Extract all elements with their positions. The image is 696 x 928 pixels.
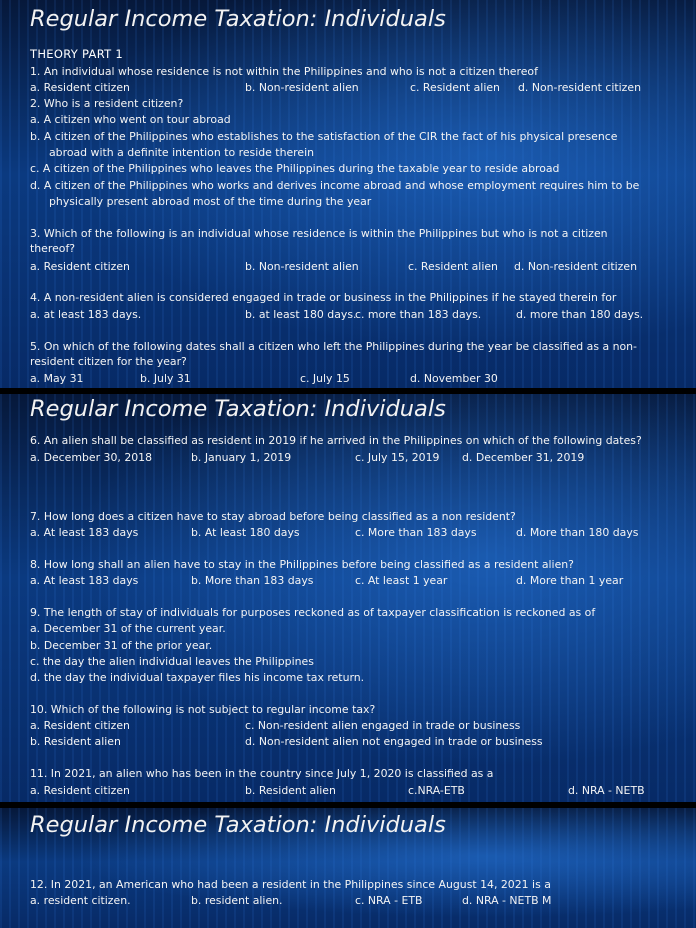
option-a: a. May 31 bbox=[30, 372, 84, 385]
option-b: b. Non-resident alien bbox=[245, 260, 359, 273]
option-c: c. At least 1 year bbox=[355, 574, 448, 587]
option-a: a. resident citizen. bbox=[30, 894, 131, 907]
option-b: b. resident alien. bbox=[191, 894, 283, 907]
option-b: b. More than 183 days bbox=[191, 574, 314, 587]
option-a: a. December 30, 2018 bbox=[30, 451, 153, 464]
slide-panel-1 bbox=[0, 0, 696, 388]
option-a: a. Resident citizen bbox=[30, 81, 130, 94]
option-d: d. December 31, 2019 bbox=[462, 451, 585, 464]
option-b: b. at least 180 days. bbox=[245, 308, 357, 321]
option-b: b. Non-resident alien bbox=[245, 81, 359, 94]
option-c: c. Resident alien bbox=[408, 260, 498, 273]
slide-title: Regular Income Taxation: Individuals bbox=[30, 812, 446, 838]
option-c: c. More than 183 days bbox=[355, 526, 477, 539]
option-b: b. January 1, 2019 bbox=[191, 451, 292, 464]
option-a: a. at least 183 days. bbox=[30, 308, 142, 321]
option-b: b. A citizen of the Philippines who establishes to the satisfaction of the CIR the fact of his physical presence bbox=[30, 130, 618, 143]
option-a: a. A citizen who went on tour abroad bbox=[30, 113, 231, 126]
option-d: d. More than 1 year bbox=[516, 574, 624, 587]
question-text: 3. Which of the following is an individual whose residence is within the Philippines but who is not a citizen bbox=[30, 227, 608, 240]
question-text: 12. In 2021, an American who had been a resident in the Philippines since August 14, 2021 is a bbox=[30, 878, 551, 891]
option-a: a. Resident citizen bbox=[30, 784, 130, 797]
option-c: c. NRA - ETB bbox=[355, 894, 423, 907]
option-c: c. the day the alien individual leaves the Philippines bbox=[30, 655, 314, 668]
question-text: 5. On which of the following dates shall a citizen who left the Philippines during the year be classified as a non- bbox=[30, 340, 637, 353]
option-a: a. At least 183 days bbox=[30, 574, 139, 587]
question-text: 10. Which of the following is not subject to regular income tax? bbox=[30, 703, 376, 716]
question-text: 4. A non-resident alien is considered engaged in trade or business in the Philippines if he stayed therein for bbox=[30, 291, 617, 304]
option-b: b. Resident alien bbox=[30, 735, 121, 748]
option-d: d. Non-resident alien not engaged in trade or business bbox=[245, 735, 543, 748]
option-d: d. Non-resident citizen bbox=[514, 260, 637, 273]
option-d: d. More than 180 days bbox=[516, 526, 639, 539]
option-d: d. Non-resident citizen bbox=[518, 81, 641, 94]
option-c: c. July 15, 2019 bbox=[355, 451, 440, 464]
option-b: b. Resident alien bbox=[245, 784, 336, 797]
option-d: d. NRA - NETB M bbox=[462, 894, 552, 907]
question-text: 7. How long does a citizen have to stay abroad before being classified as a non resident? bbox=[30, 510, 516, 523]
question-text: 6. An alien shall be classified as resident in 2019 if he arrived in the Philippines on which of the following dates? bbox=[30, 434, 642, 447]
section-subtitle: THEORY PART 1 bbox=[30, 47, 124, 61]
option-a: a. At least 183 days bbox=[30, 526, 139, 539]
option-a: a. Resident citizen bbox=[30, 260, 130, 273]
slide-panel-2 bbox=[0, 394, 696, 802]
option-c: c. more than 183 days. bbox=[355, 308, 482, 321]
slide-title: Regular Income Taxation: Individuals bbox=[30, 396, 446, 422]
option-d: d. November 30 bbox=[410, 372, 498, 385]
question-text: 1. An individual whose residence is not within the Philippines and who is not a citizen thereof bbox=[30, 65, 538, 78]
question-text-continued: resident citizen for the year? bbox=[30, 355, 187, 368]
question-text: 2. Who is a resident citizen? bbox=[30, 97, 184, 110]
option-c: c.NRA-ETB bbox=[408, 784, 465, 797]
option-c: c. July 15 bbox=[300, 372, 350, 385]
option-d: d. A citizen of the Philippines who works and derives income abroad and whose employment requires him to be bbox=[30, 179, 640, 192]
question-text: 11. In 2021, an alien who has been in the country since July 1, 2020 is classified as a bbox=[30, 767, 494, 780]
option-c: c. Resident alien bbox=[410, 81, 500, 94]
question-text: 8. How long shall an alien have to stay in the Philippines before being classified as a resident alien? bbox=[30, 558, 574, 571]
slide-panel-3 bbox=[0, 808, 696, 928]
option-d: d. more than 180 days. bbox=[516, 308, 644, 321]
option-a: a. December 31 of the current year. bbox=[30, 622, 226, 635]
question-text-continued: thereof? bbox=[30, 242, 76, 255]
option-c: c. Non-resident alien engaged in trade or business bbox=[245, 719, 521, 732]
slide-title: Regular Income Taxation: Individuals bbox=[30, 6, 446, 32]
option-d: d. the day the individual taxpayer files his income tax return. bbox=[30, 671, 365, 684]
option-d: d. NRA - NETB bbox=[568, 784, 645, 797]
option-d-continued: physically present abroad most of the time during the year bbox=[49, 195, 372, 208]
option-c: c. A citizen of the Philippines who leaves the Philippines during the taxable year to reside abroad bbox=[30, 162, 560, 175]
option-b: b. July 31 bbox=[140, 372, 191, 385]
option-b-continued: abroad with a definite intention to reside therein bbox=[49, 146, 315, 159]
option-b: b. December 31 of the prior year. bbox=[30, 639, 213, 652]
option-b: b. At least 180 days bbox=[191, 526, 300, 539]
question-text: 9. The length of stay of individuals for purposes reckoned as of taxpayer classification is reckoned as of bbox=[30, 606, 596, 619]
option-a: a. Resident citizen bbox=[30, 719, 130, 732]
